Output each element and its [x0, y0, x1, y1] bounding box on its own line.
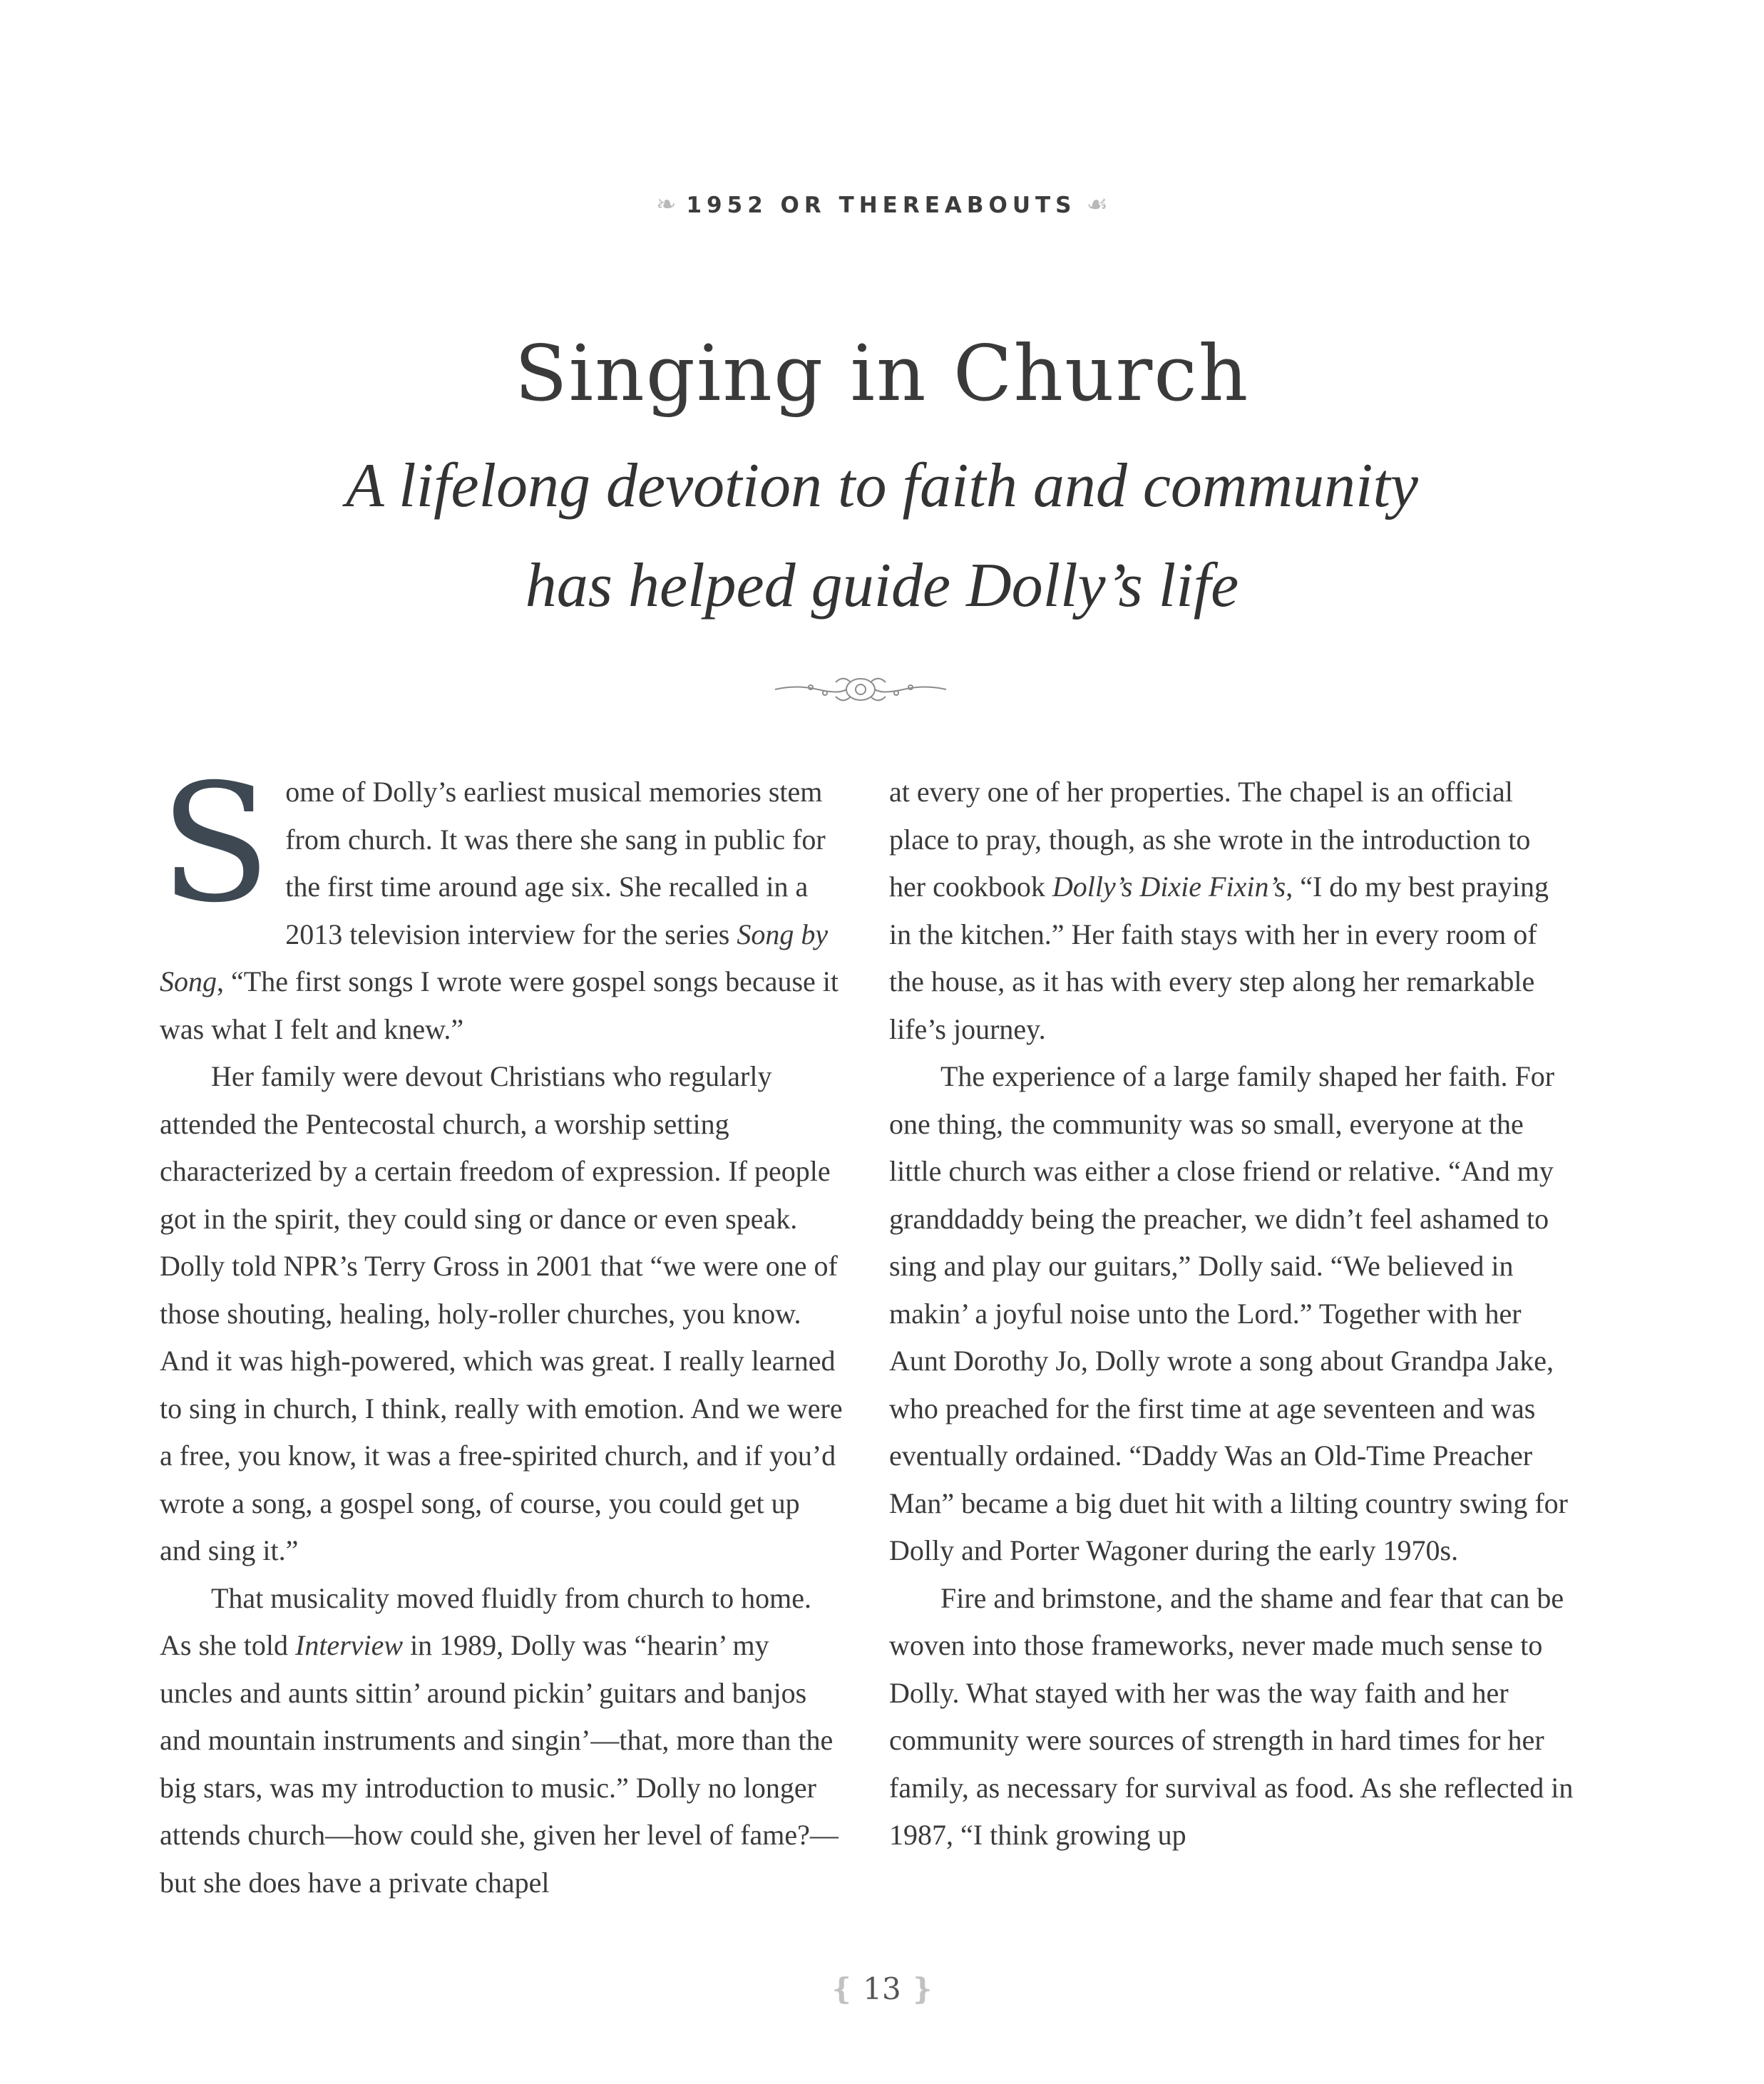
- text-column-left: [160, 749, 844, 1906]
- paragraph: [160, 749, 844, 1053]
- text-column-right: [889, 769, 1574, 1859]
- paragraph-text: in 1989, Dolly was “hearin’ my uncles and aunts sittin’ around pickin’ guitars and banjos and mountain instruments and singin’—that, more than the big stars, was my introduction to music.” Dolly no longer attends church—how could she, given her level of fame?—but she does have a private chapel: [160, 1629, 839, 1899]
- paragraph-text: at every one of her properties. The chapel is an official place to pray, though, as she wrote in the introduction to her cookbook: [889, 776, 1531, 903]
- folio-bracket-right-icon: ❵: [909, 1971, 935, 2006]
- page-subtitle: [0, 436, 1764, 636]
- paragraph: [889, 769, 1574, 1053]
- paragraph-text: That musicality moved fluidly from church to home. As she told: [160, 1581, 812, 1661]
- italic-title: Interview: [295, 1629, 404, 1661]
- folio-bracket-left-icon: ❴: [829, 1971, 855, 2006]
- paragraph-text: ome of Dolly’s earliest musical memories stem from church. It was there she sang in public for the first time around age six. She recalled in a 2013 television interview for the series: [285, 776, 826, 950]
- italic-title: Dolly’s Dixie Fixin’s: [1052, 871, 1286, 903]
- section-kicker: [0, 187, 1764, 223]
- kicker-text: 1952 OR THEREABOUTS: [686, 193, 1077, 218]
- kicker-ornament-left-icon: ❧: [655, 190, 677, 219]
- paragraph: Fire and brimstone, and the shame and fear that can be woven into those frameworks, never made much sense to Dolly. What stayed with her was the way faith and her community were sources of strength in hard times for her family, as necessary for survival as food. As she reflected in 1987, “I think growing up: [889, 1581, 1574, 1851]
- italic-title: Song by Song: [160, 918, 829, 997]
- subtitle-line-2: has helped guide Dolly’s life: [525, 551, 1239, 620]
- page-number: [0, 1971, 1764, 2006]
- subtitle-line-1: A lifelong devotion to faith and community: [346, 451, 1418, 520]
- page-title: Singing in Church: [514, 329, 1250, 419]
- paragraph-text: , “The first songs I wrote were gospel songs because it was what I felt and knew.”: [160, 965, 839, 1045]
- floral-divider-icon: [768, 664, 953, 714]
- paragraph: Her family were devout Christians who regularly attended the Pentecostal church, a worship setting characterized by a certain freedom of expression. If people got in the spirit, they could sing or dance or even speak. Dolly told NPR’s Terry Gross in 2001 that “we were one of those shouting, healing, holy-roller churches, you know. And it was high-powered, which was great. I really learned to sing in church, I think, really with emotion. And we were a free, you know, it was a free-spirited church, and if you’d wrote a song, a gospel song, of course, you could get up and sing it.”: [160, 1060, 843, 1566]
- kicker-ornament-right-icon: ☙: [1086, 190, 1108, 219]
- paragraph-text: , “I do my best praying in the kitchen.” Her faith stays with her in every room of the house, as it has with every step along her remarkable life’s journey.: [889, 871, 1549, 1045]
- paragraph: The experience of a large family shaped her faith. For one thing, the community was so small, everyone at the little church was either a close friend or relative. “And my granddaddy being the preacher, we didn’t feel ashamed to sing and play our guitars,” Dolly said. “We believed in makin’ a joyful noise unto the Lord.” Together with her Aunt Dorothy Jo, Dolly wrote a song about Grandpa Jake, who preached for the first time at age seventeen and was eventually ordained. “Daddy Was an Old-Time Preacher Man” became a big duet hit with a lilting country swing for Dolly and Porter Wagoner during the early 1970s.: [889, 1060, 1568, 1566]
- page-number-text: 13: [863, 1971, 901, 2006]
- paragraph: [160, 1575, 844, 1907]
- drop-cap: S: [160, 749, 272, 938]
